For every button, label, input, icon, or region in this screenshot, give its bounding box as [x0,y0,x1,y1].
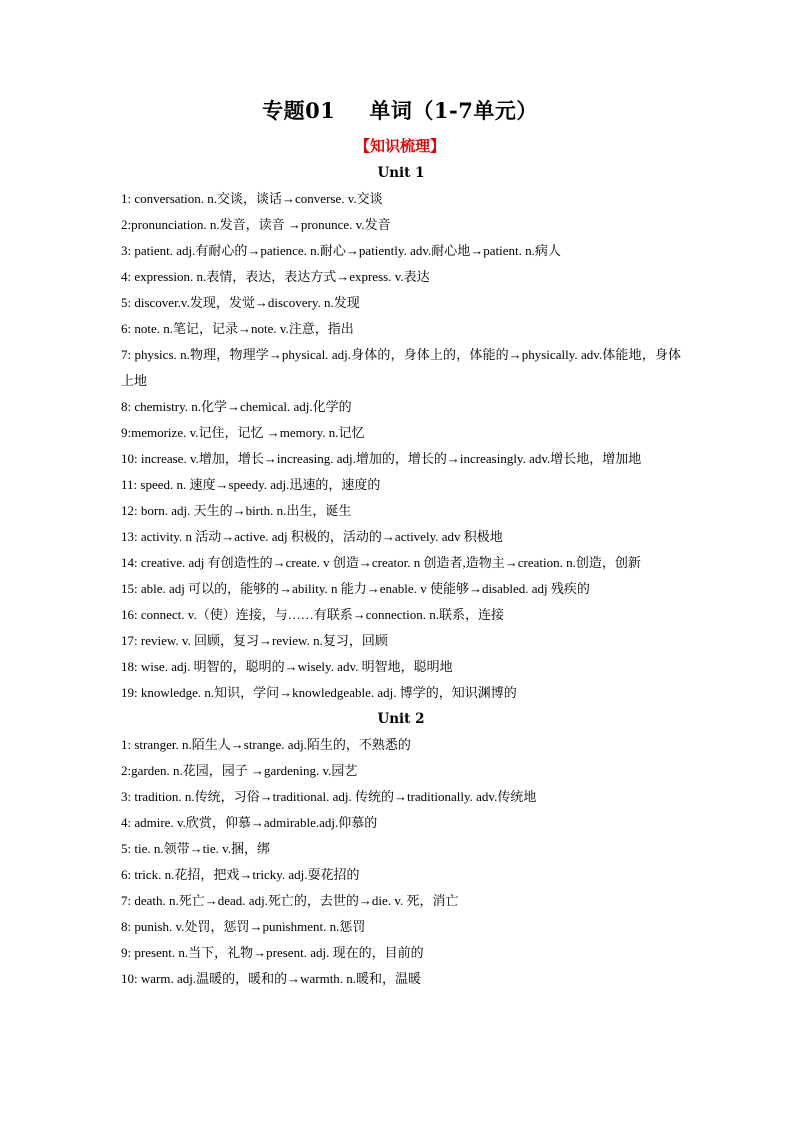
topic-number: 专题01 [262,98,336,123]
unit-heading: Unit 2 [377,711,425,727]
vocab-entry: 8: chemistry. n.化学→chemical. adj.化学的 [121,399,352,414]
vocab-entry: 18: wise. adj. 明智的，聪明的→wisely. adv. 明智地，聪明地 [121,659,453,674]
vocab-entry: 1: conversation. n.交谈，谈话→converse. v.交谈 [121,191,383,206]
vocab-entry: 4: expression. n.表情，表达，表达方式→express. v.表达 [121,269,430,284]
vocab-entry: 7: physics. n.物理，物理学→physical. adj.身体的，身体上的，体能的→physically. adv.体能地，身体上地 [121,347,681,388]
vocab-entry: 3: tradition. n.传统，习俗→traditional. adj. 传统的→traditionally. adv.传统地 [121,789,537,804]
vocab-entry: 13: activity. n 活动→active. adj 积极的，活动的→actively. adv 积极地 [121,529,503,544]
page-title [0,96,800,126]
vocab-entry: 19: knowledge. n.知识，学问→knowledgeable. adj. 博学的，知识渊博的 [121,685,517,700]
vocab-entry: 9: present. n.当下，礼物→present. adj. 现在的，目前的 [121,945,424,960]
vocab-entry: 6: note. n.笔记，记录→note. v.注意，指出 [121,321,354,336]
vocab-entry: 11: speed. n. 速度→speedy. adj.迅速的，速度的 [121,477,381,492]
vocab-entry: 7: death. n.死亡→dead. adj.死亡的，去世的→die. v. 死，消亡 [121,893,459,908]
vocab-entry: 14: creative. adj 有创造性的→create. v 创造→creator. n 创造者,造物主→creation. n.创造，创新 [121,555,641,570]
vocab-entry: 6: trick. n.花招，把戏→tricky. adj.耍花招的 [121,867,360,882]
vocabulary-list [121,160,681,992]
vocab-entry: 15: able. adj 可以的，能够的→ability. n 能力→enable. v 使能够→disabled. adj 残疾的 [121,581,590,596]
vocab-entry: 2:pronunciation. n.发音，读音 →pronunce. v.发音 [121,217,391,232]
vocab-entry: 3: patient. adj.有耐心的→patience. n.耐心→patiently. adv.耐心地→patient. n.病人 [121,243,561,258]
vocab-entry: 9:memorize. v.记住，记忆 →memory. n.记忆 [121,425,365,440]
vocab-entry: 8: punish. v.处罚，惩罚→punishment. n.惩罚 [121,919,366,934]
vocab-entry: 5: discover.v.发现，发觉→discovery. n.发现 [121,295,360,310]
vocab-entry: 1: stranger. n.陌生人→strange. adj.陌生的，不熟悉的 [121,737,411,752]
vocab-entry: 17: review. v. 回顾，复习→review. n.复习，回顾 [121,633,388,648]
topic-title: 单词（1-7单元） [369,98,538,123]
vocab-entry: 4: admire. v.欣赏，仰慕→admirable.adj.仰慕的 [121,815,378,830]
vocab-entry: 10: increase. v.增加，增长→increasing. adj.增加的，增长的→increasingly. adv.增长地，增加地 [121,451,642,466]
vocab-entry: 12: born. adj. 天生的→birth. n.出生，诞生 [121,503,352,518]
vocab-entry: 16: connect. v.（使）连接，与……有联系→connection. n.联系，连接 [121,607,504,622]
section-subtitle: 【知识梳理】 [354,137,445,155]
vocab-entry: 10: warm. adj.温暖的，暖和的→warmth. n.暖和，温暖 [121,971,422,986]
vocab-entry: 2:garden. n.花园，园子 →gardening. v.园艺 [121,763,358,778]
vocab-entry: 5: tie. n.领带→tie. v.捆，绑 [121,841,271,856]
unit-heading: Unit 1 [377,165,425,181]
